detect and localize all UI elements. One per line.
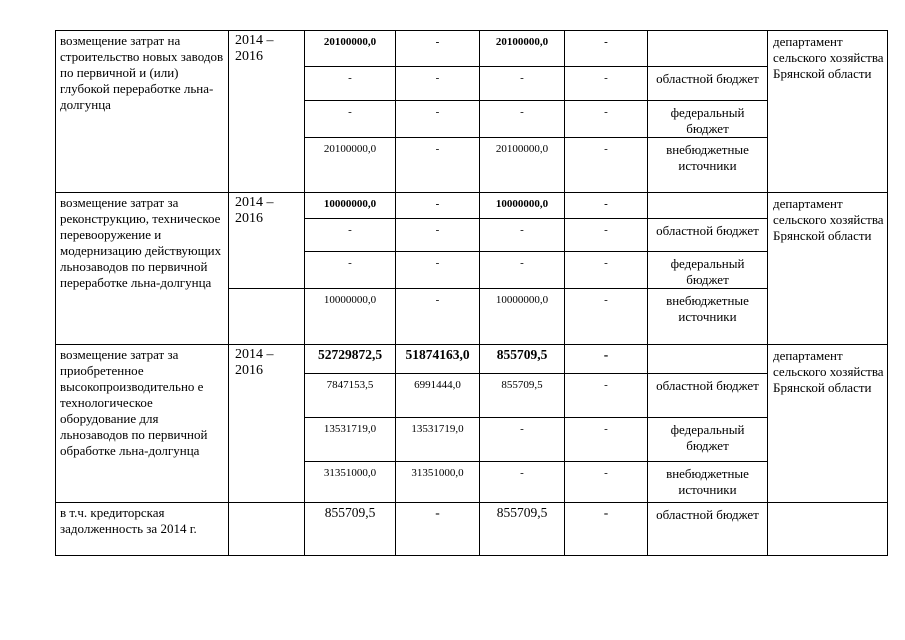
value-cell: -: [396, 252, 480, 289]
value-cell: -: [396, 101, 480, 138]
value-cell: -: [565, 374, 648, 418]
total-cell: 10000000,0: [305, 193, 396, 219]
total-cell: -: [305, 219, 396, 252]
value-cell: -: [565, 418, 648, 462]
table-row: [56, 193, 888, 219]
source-cell: [648, 31, 768, 67]
value-cell: -: [396, 219, 480, 252]
source-cell: областной бюджет: [648, 374, 768, 418]
source-cell: областной бюджет: [648, 503, 768, 556]
source-cell: федеральный бюджет: [648, 252, 768, 289]
total-cell: 31351000,0: [305, 462, 396, 503]
value-cell: -: [480, 67, 565, 101]
source-cell: федеральный бюджет: [648, 101, 768, 138]
executor-cell: департамент сельского хозяйства Брянской области: [768, 31, 888, 193]
value-cell: 51874163,0: [396, 345, 480, 374]
executor-cell: департамент сельского хозяйства Брянской области: [768, 345, 888, 503]
value-cell: -: [565, 31, 648, 67]
value-cell: 6991444,0: [396, 374, 480, 418]
value-cell: -: [565, 462, 648, 503]
total-cell: 7847153,5: [305, 374, 396, 418]
value-cell: 855709,5: [480, 345, 565, 374]
value-cell: -: [480, 462, 565, 503]
period-cell-empty: [229, 289, 305, 345]
value-cell: -: [565, 138, 648, 193]
executor-cell: департамент сельского хозяйства Брянской области: [768, 193, 888, 345]
source-cell: областной бюджет: [648, 219, 768, 252]
value-cell: 855709,5: [480, 503, 565, 556]
executor-cell-empty: [768, 503, 888, 556]
source-cell: [648, 193, 768, 219]
period-cell: 2014 – 2016: [229, 193, 305, 289]
total-cell: -: [305, 67, 396, 101]
value-cell: 13531719,0: [396, 418, 480, 462]
budget-table: [55, 30, 888, 556]
measure-description: возмещение затрат за приобретенное высокопроизводительно е технологическое оборудование для льнозаводов по первичной обработке льна-долгунца: [56, 345, 229, 503]
source-cell: [648, 345, 768, 374]
value-cell: -: [565, 219, 648, 252]
total-cell: -: [305, 101, 396, 138]
total-cell: 20100000,0: [305, 138, 396, 193]
total-cell: -: [305, 252, 396, 289]
total-cell: 10000000,0: [305, 289, 396, 345]
value-cell: -: [565, 503, 648, 556]
value-cell: -: [565, 101, 648, 138]
value-cell: -: [396, 31, 480, 67]
source-cell: внебюджетные источники: [648, 138, 768, 193]
period-cell: 2014 – 2016: [229, 345, 305, 503]
value-cell: 31351000,0: [396, 462, 480, 503]
value-cell: -: [396, 138, 480, 193]
value-cell: -: [480, 101, 565, 138]
total-cell: 52729872,5: [305, 345, 396, 374]
value-cell: -: [565, 67, 648, 101]
value-cell: 855709,5: [480, 374, 565, 418]
table-row: [56, 31, 888, 67]
period-cell: 2014 – 2016: [229, 31, 305, 193]
value-cell: -: [396, 67, 480, 101]
value-cell: 10000000,0: [480, 193, 565, 219]
source-cell: областной бюджет: [648, 67, 768, 101]
table-row: [56, 345, 888, 374]
value-cell: 20100000,0: [480, 138, 565, 193]
value-cell: -: [480, 252, 565, 289]
source-cell: внебюджетные источники: [648, 289, 768, 345]
value-cell: -: [565, 345, 648, 374]
value-cell: -: [480, 219, 565, 252]
value-cell: -: [396, 289, 480, 345]
measure-description: возмещение затрат за реконструкцию, техническое перевооружение и модернизацию действующих льнозаводов по первичной переработке льна-долгунца: [56, 193, 229, 345]
total-cell: 20100000,0: [305, 31, 396, 67]
source-cell: внебюджетные источники: [648, 462, 768, 503]
measure-description: в т.ч. кредиторская задолженность за 2014 г.: [56, 503, 229, 556]
value-cell: -: [565, 252, 648, 289]
value-cell: -: [565, 193, 648, 219]
value-cell: 10000000,0: [480, 289, 565, 345]
source-cell: федеральный бюджет: [648, 418, 768, 462]
value-cell: -: [396, 193, 480, 219]
value-cell: -: [565, 289, 648, 345]
table-row: [56, 503, 888, 556]
value-cell: 20100000,0: [480, 31, 565, 67]
total-cell: 13531719,0: [305, 418, 396, 462]
measure-description: возмещение затрат на строительство новых заводов по первичной и (или) глубокой переработке льна-долгунца: [56, 31, 229, 193]
period-cell: [229, 503, 305, 556]
value-cell: -: [480, 418, 565, 462]
value-cell: -: [396, 503, 480, 556]
total-cell: 855709,5: [305, 503, 396, 556]
